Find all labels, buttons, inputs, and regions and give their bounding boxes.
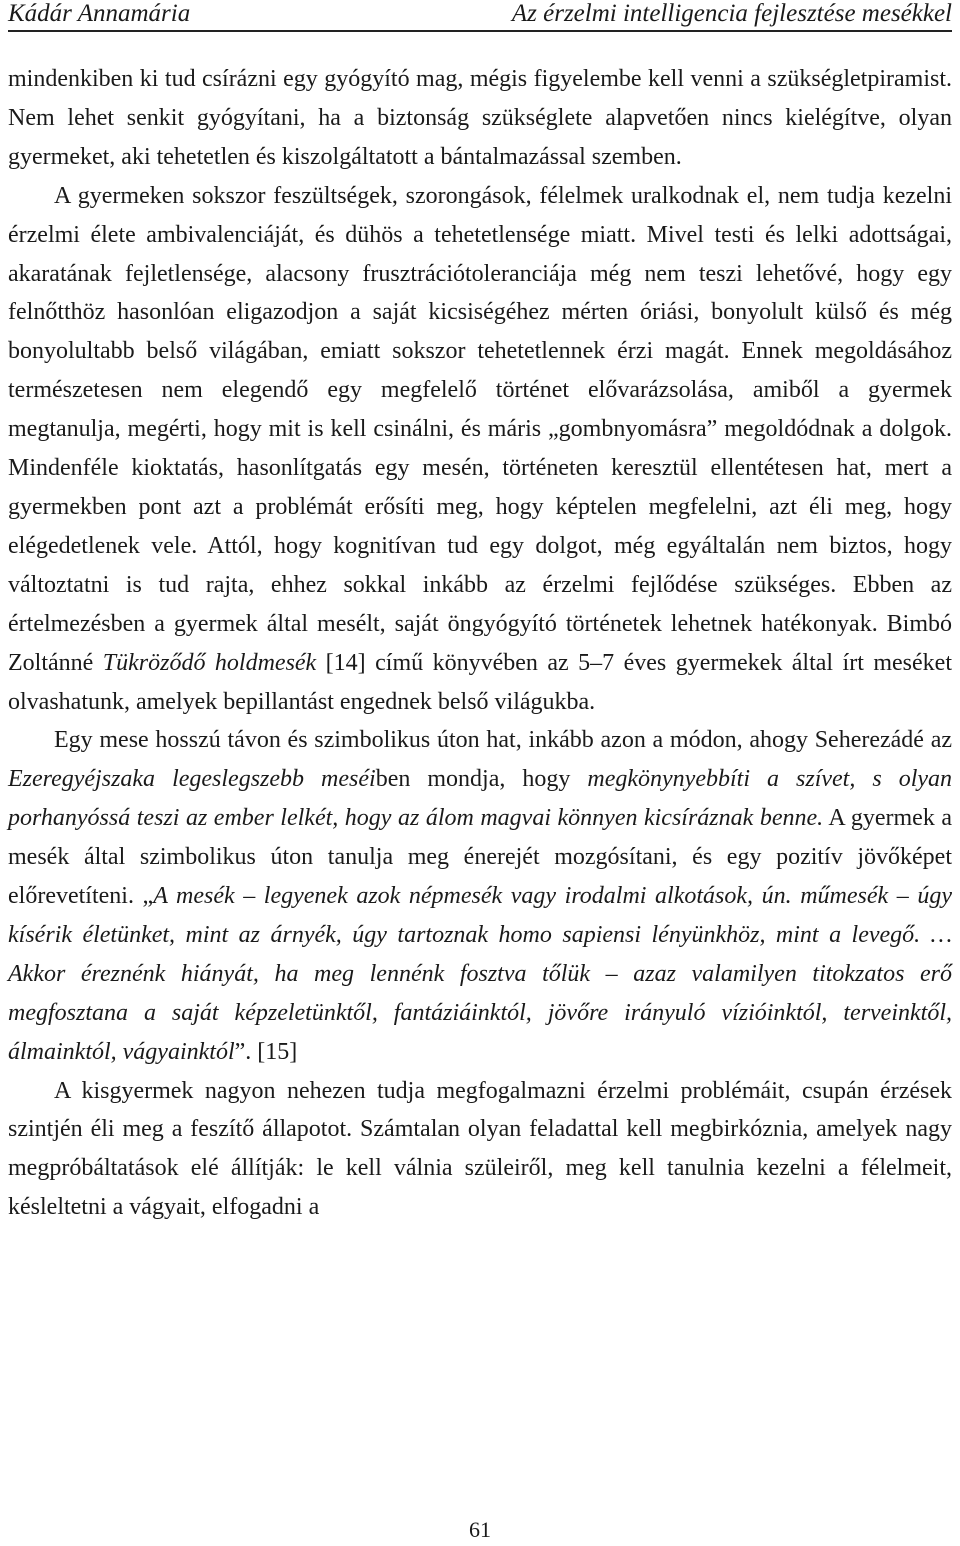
paragraph-3-text-a: Egy mese hosszú távon és szimbolikus úton hat, inkább azon a módon, ahogy Seherezádé az xyxy=(54,727,952,754)
paragraph-3 xyxy=(8,721,952,1071)
paragraph-3-text-d: ”. [15] xyxy=(234,1038,298,1065)
paragraph-4: A kisgyermek nagyon nehezen tudja megfogalmazni érzelmi problémáit, csupán érzések szintjén éli meg a feszítő állapotot. Számtalan olyan feladattal kell megbirkóznia, amelyek nagy megpróbáltatások elé állítják: le kell válnia szüleiről, meg kell tanulnia kezelni a félelmeit, késleltetni a vágyait, elfogadni a xyxy=(8,1077,952,1221)
running-header xyxy=(8,0,952,32)
paragraph-2-text-a: A gyermeken sokszor feszültségek, szorongások, félelmek uralkodnak el, nem tudja kezelni érzelmi élete ambivalenciáját, és dühös a tehetetlensége miatt. Mivel testi és lelki adottságai, akaratának fejletlensége, alacsony frusztrációtoleranciája még nem teszi lehetővé, hogy egy felnőtthöz hasonlóan eligazodjon a saját kicsiségéhez mérten óriási, bonyolult külső és még bonyolultabb belső világában, emiatt sokszor tehetetlennek érzi magát. Ennek megoldásához természetesen nem elegendő egy megfelelő történet elővarázsolása, amiből a gyermek megtanulja, megérti, hogy mit is kell csinálni, és máris „gombnyomásra” megoldódnak a dolgok. Mindenféle kioktatás, hasonlítgatás egy mesén, történeten keresztül ellentétesen hat, mert a gyermekben pont azt a problémát erősíti meg, hogy képtelen megfelelni, azt éli meg, hogy elégedetlenek vele. Attól, hogy kognitívan tud egy dolgot, még egyáltalán nem biztos, hogy változtatni is tud rajta, ehhez sokkal inkább az érzelmi fejlődése szükséges. Ebben az értelmezésben a gyermek által mesélt, saját öngyógyító történetek lehetnek hatékonyak. Bimbó Zoltánné xyxy=(8,182,952,676)
paragraph-1: mindenkiben ki tud csírázni egy gyógyító mag, mégis figyelembe kell venni a szükségletpiramist. Nem lehet senkit gyógyítani, ha a biztonság szükséglete alapvetően nincs kielégítve, olyan gyermeket, aki tehetetlen és kiszolgáltatott a bántalmazással szemben. xyxy=(8,66,952,170)
paragraph-2-text-b: [14] című könyvében az 5–7 éves gyermekek által írt meséket olvashatunk, amelyek bepillantást engednek belső világukba. xyxy=(8,649,952,715)
page-number: 61 xyxy=(469,1517,491,1542)
paragraph-3-text-b: ben mondja, hogy xyxy=(375,766,588,793)
paragraph-3-quote-italic: A mesék – legyenek azok népmesék vagy irodalmi alkotások, ún. műmesék – úgy kísérik életünket, mint az árnyék, úgy tartoznak homo sapiensi lényünkhöz, mint a levegő. … Akkor éreznénk hiányát, ha meg lennénk fosztva tőlük – azaz valamilyen titokzatos erő megfosztana a saját képzeletünktől, fantáziáinktól, jövőre irányuló vízióinktól, terveinktől, álmainktól, vágyainktól xyxy=(8,883,952,1065)
paragraph-3-text-c: A gyermek a mesék által szimbolikus úton tanulja meg énerejét mozgósítani, és egy pozitív jövőképet előrevetíteni. „ xyxy=(8,805,952,910)
page-body xyxy=(8,60,952,1227)
paragraph-3-italic-1: Ezeregyéjszaka legeslegszebb meséi xyxy=(8,766,376,793)
paragraph-3-italic-2: megkönynyebbíti a szívet, s olyan porhanyóssá teszi az ember lelkét, hogy az álom magvai könnyen kicsíráznak benne. xyxy=(8,766,953,832)
book-title-italic: Tükröződő holdmesék xyxy=(102,649,317,676)
paragraph-2 xyxy=(8,177,952,722)
header-author: Kádár Annamária xyxy=(8,0,191,27)
header-book-title: Az érzelmi intelligencia fejlesztése mesékkel xyxy=(511,0,952,27)
